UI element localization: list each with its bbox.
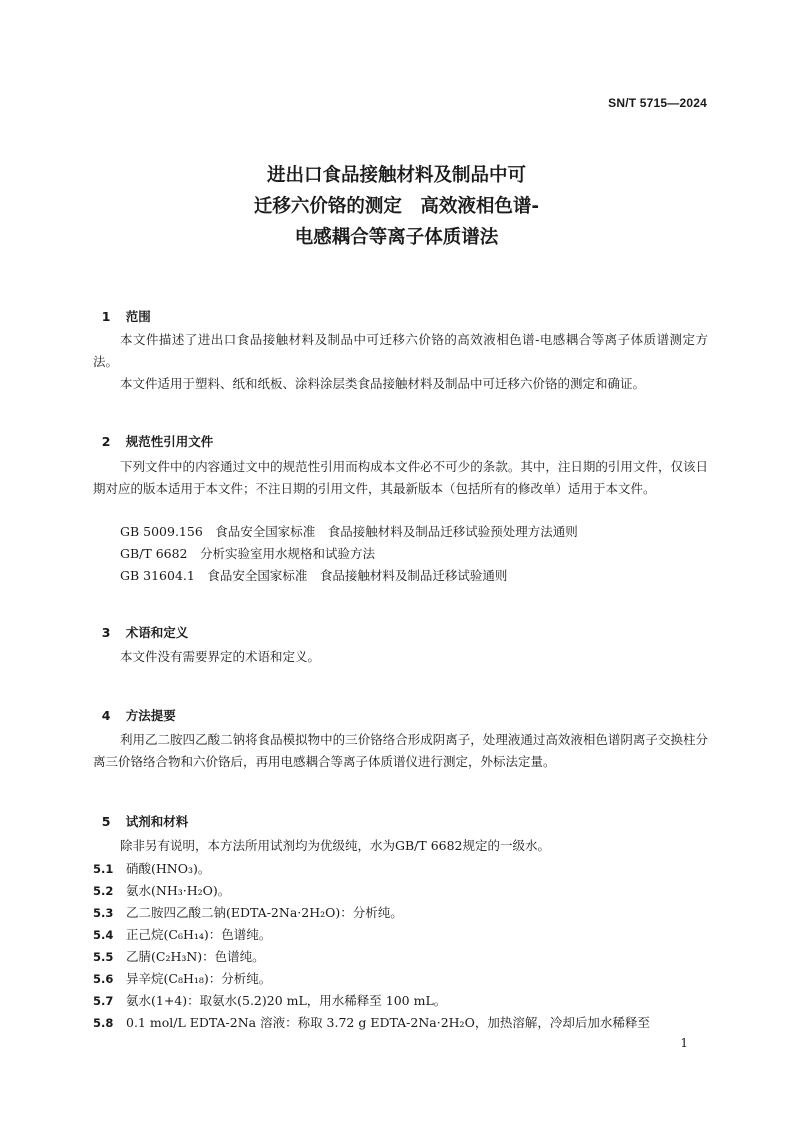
section-3-paragraph-1: 本文件没有需要界定的术语和定义。 [120,649,321,664]
section-1-paragraph-2: 本文件适用于塑料、纸和纸板、涂料涂层类食品接触材料及制品中可迁移六价铬的测定和确证。 [120,376,646,391]
list-item [93,1013,713,1031]
list-item [93,947,713,965]
item-number: 5.3 [93,906,114,920]
section-title: 试剂和材料 [125,814,189,829]
section-number: 5 [101,814,111,829]
title-line-2: 迁移六价铬的测定 高效液相色谱- [253,196,540,217]
section-2-paragraph-1: 下列文件中的内容通过文中的规范性引用而构成本文件必不可少的条款。其中，注日期的引用文件，仅该日期对应的版本适用于本文件；不注日期的引用文件，其最新版本（包括所有的修改单）适用于本文件。 [93,459,708,496]
section-number: 4 [101,708,111,723]
list-item [93,925,713,943]
section-4-heading [93,691,176,724]
list-item [93,903,713,921]
item-text: 正己烷(C₆H₁₄)：色谱纯。 [126,927,272,942]
section-number: 3 [101,625,111,640]
item-number: 5.1 [93,862,114,876]
item-number: 5.8 [93,1016,114,1030]
reference-item: GB 5009.156 食品安全国家标准 食品接触材料及制品迁移试验预处理方法通则 [120,524,578,539]
item-number: 5.5 [93,950,114,964]
list-item [93,991,713,1009]
section-5-paragraph-1: 除非另有说明，本方法所用试剂均为优级纯，水为GB/T 6682规定的一级水。 [120,838,551,853]
section-1-paragraph-1: 本文件描述了进出口食品接触材料及制品中可迁移六价铬的高效液相色谱-电感耦合等离子体质谱测定方法。 [93,332,708,369]
section-title: 方法提要 [125,708,176,723]
section-1-heading [93,292,151,325]
section-3-heading [93,608,188,641]
item-text: 氨水(NH₃·H₂O)。 [126,883,231,898]
standard-code: SN/T 5715—2024 [608,96,707,110]
section-2-heading [93,417,213,450]
list-item [93,969,713,987]
page-number: 1 [680,1036,688,1050]
item-number: 5.2 [93,884,114,898]
section-5-heading [93,797,188,830]
item-text: 乙腈(C₂H₃N)：色谱纯。 [126,949,265,964]
reference-item: GB 31604.1 食品安全国家标准 食品接触材料及制品迁移试验通则 [120,568,508,583]
item-number: 5.4 [93,928,114,942]
item-text: 0.1 mol/L EDTA-2Na 溶液：称取 3.72 g EDTA-2Na·2H₂O，加热溶解，冷却后加水稀释至 [126,1015,650,1030]
title-line-1: 进出口食品接触材料及制品中可 [266,165,526,186]
section-title: 范围 [125,309,151,324]
list-item [93,859,713,877]
item-number: 5.7 [93,994,114,1008]
list-item [93,881,713,899]
section-title: 规范性引用文件 [125,434,214,449]
item-text: 乙二胺四乙酸二钠(EDTA-2Na·2H₂O)：分析纯。 [126,905,403,920]
item-text: 硝酸(HNO₃)。 [126,861,211,876]
item-text: 氨水(1+4)：取氨水(5.2)20 mL，用水稀释至 100 mL。 [126,993,447,1008]
reference-item: GB/T 6682 分析实验室用水规格和试验方法 [120,546,376,561]
section-number: 1 [101,309,111,324]
item-number: 5.6 [93,972,114,986]
document-title [0,160,793,253]
section-title: 术语和定义 [125,625,189,640]
section-4-paragraph-1: 利用乙二胺四乙酸二钠将食品模拟物中的三价铬络合形成阴离子，处理液通过高效液相色谱阴离子交换柱分离三价铬络合物和六价铬后，再用电感耦合等离子体质谱仪进行测定，外标法定量。 [93,732,708,769]
title-line-3: 电感耦合等离子体质谱法 [294,227,499,248]
item-text: 异辛烷(C₈H₁₈)：分析纯。 [126,971,272,986]
section-number: 2 [101,434,111,449]
